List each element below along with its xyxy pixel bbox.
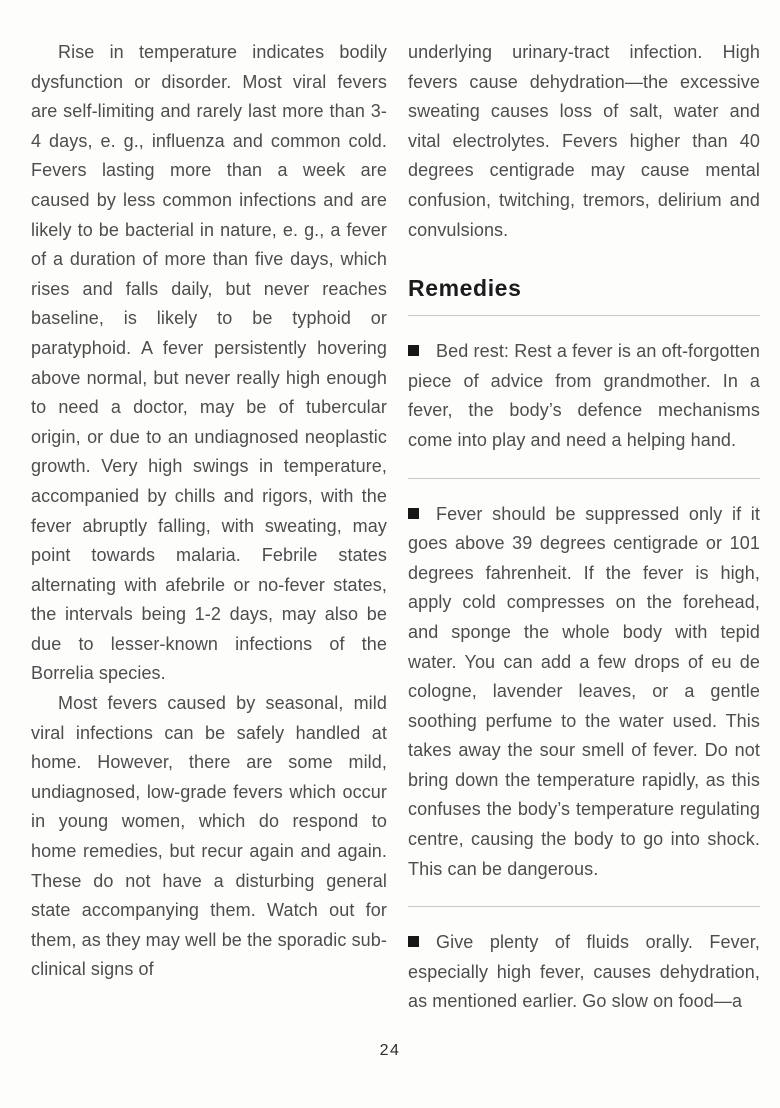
bullet-fluids [408,907,760,1039]
bullet-bed-rest [408,316,760,477]
bullet-text [408,928,760,1017]
paragraph-fever-types: Rise in temperature indicates bodily dysfunction or disorder. Most viral fevers are self-limiting and rarely last more than 3-4 days, e. g., influenza and common cold. Fevers lasting more than a week are caused by less common infections and are likely to be bacterial in nature, e. g., a fever of a duration of more than five days, which rises and falls daily, but never reaches baseline, is likely to be typhoid or paratyphoid. A fever persistently hovering above normal, but never really high enough to need a doctor, may be of tubercular origin, or due to an undiagnosed neoplastic growth. Very high swings in temperature, accompanied by chills and rigors, with the fever abruptly falling, with sweating, may point towards malaria. Febrile states alternating with afebrile or no-fever states, the intervals being 1-2 days, may also be due to lesser-known infections of the Borrelia species. [31,42,387,684]
bullet-text [408,337,760,455]
left-column [31,38,387,985]
paragraph-dehydration: underlying urinary-tract infection. High fevers cause dehydration—the excessive sweating causes loss of salt, water and vital electrolytes. Fevers higher than 40 degrees centigrade may cause mental confusion, twitching, tremors, delirium and convulsions. [408,42,760,240]
bullet-square-icon [408,508,419,519]
bullet-square-icon [408,345,419,356]
bullet-fluids-text: Give plenty of fluids orally. Fever, especially high fever, causes dehydration, as mentioned earlier. Go slow on food—a [408,932,760,1012]
bullet-suppress-fever-text: Fever should be suppressed only if it goes above 39 degrees centigrade or 101 degrees fahrenheit. If the fever is high, apply cold compresses on the forehead, and sponge the whole body with tepid water. You can add a few drops of eu de cologne, lavender leaves, or a gentle soothing perfume to the water used. This takes away the sour smell of fever. Do not bring down the temperature rapidly, as this confuses the body’s temperature regulating centre, causing the body to go into shock. This can be dangerous. [408,503,760,879]
bullet-text [408,500,760,885]
page-number: 24 [379,1042,401,1059]
bullet-suppress-fever [408,479,760,907]
bullet-bed-rest-text: Bed rest: Rest a fever is an oft-forgotten piece of advice from grandmother. In a fever, the body’s defence mechanisms come into play and need a helping hand. [408,341,760,450]
remedies-heading: Remedies [408,275,522,302]
paragraph-home-remedies: Most fevers caused by seasonal, mild viral infections can be safely handled at home. However, there are some mild, undiagnosed, low-grade fevers which occur in young women, which do respond to home remedies, but recur again and again. These do not have a disturbing general state accompanying them. Watch out for them, as they may well be the sporadic sub-clinical signs of [31,693,387,980]
right-column [408,38,760,1039]
bullet-square-icon [408,936,419,947]
